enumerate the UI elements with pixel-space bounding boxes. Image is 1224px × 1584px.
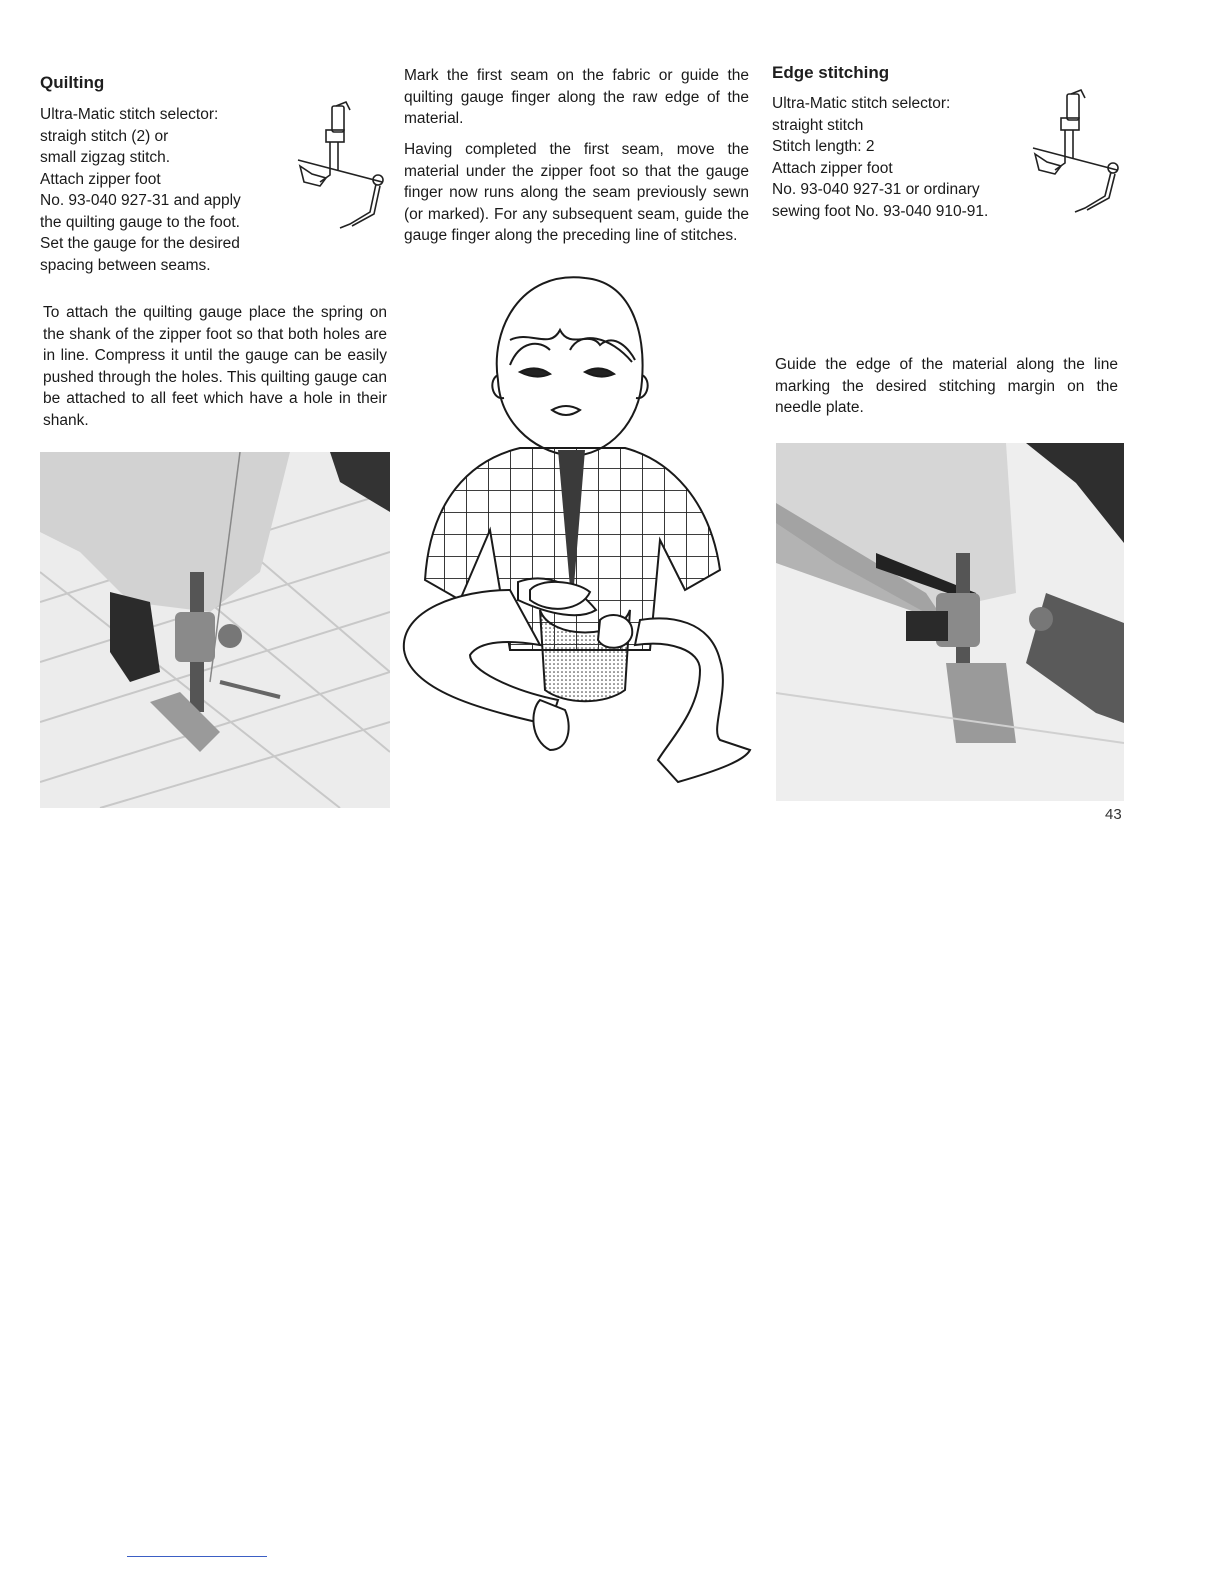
page-number: 43 — [1105, 806, 1122, 823]
quilting-heading: Quilting — [40, 73, 105, 92]
quilting-setting-line: Set the gauge for the desired — [40, 235, 240, 252]
edge-setting-line: Stitch length: 2 — [772, 138, 875, 155]
quilting-setting-line: No. 93-040 927-31 and apply — [40, 192, 241, 209]
quilting-settings — [40, 104, 290, 276]
edge-stitching-settings — [772, 93, 1032, 222]
edge-setting-line: straight stitch — [772, 116, 864, 134]
quilting-setting-line: Ultra-Matic stitch selector: — [40, 106, 219, 123]
edge-foot-illustration — [1025, 88, 1125, 220]
edge-guide-paragraph: Guide the edge of the material along the line marking the desired stitching margin on the needle plate. — [775, 356, 1118, 416]
quilting-setting-line: spacing between seams. — [40, 256, 211, 274]
quilting-setting-line: Attach zipper foot — [40, 170, 161, 188]
edge-setting-line: No. 93-040 927-31 or ordinary — [772, 181, 980, 198]
mark-first-seam-paragraph: Mark the first seam on the fabric or guide the quilting gauge finger along the raw edge of the material. — [404, 67, 749, 127]
subsequent-seam-paragraph: Having completed the first seam, move the material under the zipper foot so that the gauge finger now runs along the seam previously sewn (or marked). For any subsequent seam, guide the gauge finger along the preceding line of stitches. — [404, 141, 749, 244]
quilting-attach-paragraph: To attach the quilting gauge place the spring on the shank of the zipper foot so that both holes are in line. Compress it until the gauge can be easily pushed through the holes. This quilting gauge can be attached to all feet which have a hole in their shank. — [43, 304, 387, 429]
baby-illustration — [400, 270, 760, 805]
footer-rule — [127, 1556, 267, 1557]
quilting-machine-photo — [40, 452, 390, 808]
quilting-setting-line: small zigzag stitch. — [40, 149, 171, 166]
quilting-setting-line: straigh stitch (2) or — [40, 127, 169, 145]
edge-setting-line: Ultra-Matic stitch selector: — [772, 95, 951, 112]
edge-stitching-machine-photo — [776, 443, 1124, 801]
edge-setting-line: Attach zipper foot — [772, 159, 893, 177]
zipper-foot-with-gauge-illustration — [290, 100, 390, 235]
quilting-setting-line: the quilting gauge to the foot. — [40, 213, 240, 231]
edge-setting-line: sewing foot No. 93-040 910-91. — [772, 202, 989, 220]
edge-stitching-heading: Edge stitching — [772, 63, 890, 82]
